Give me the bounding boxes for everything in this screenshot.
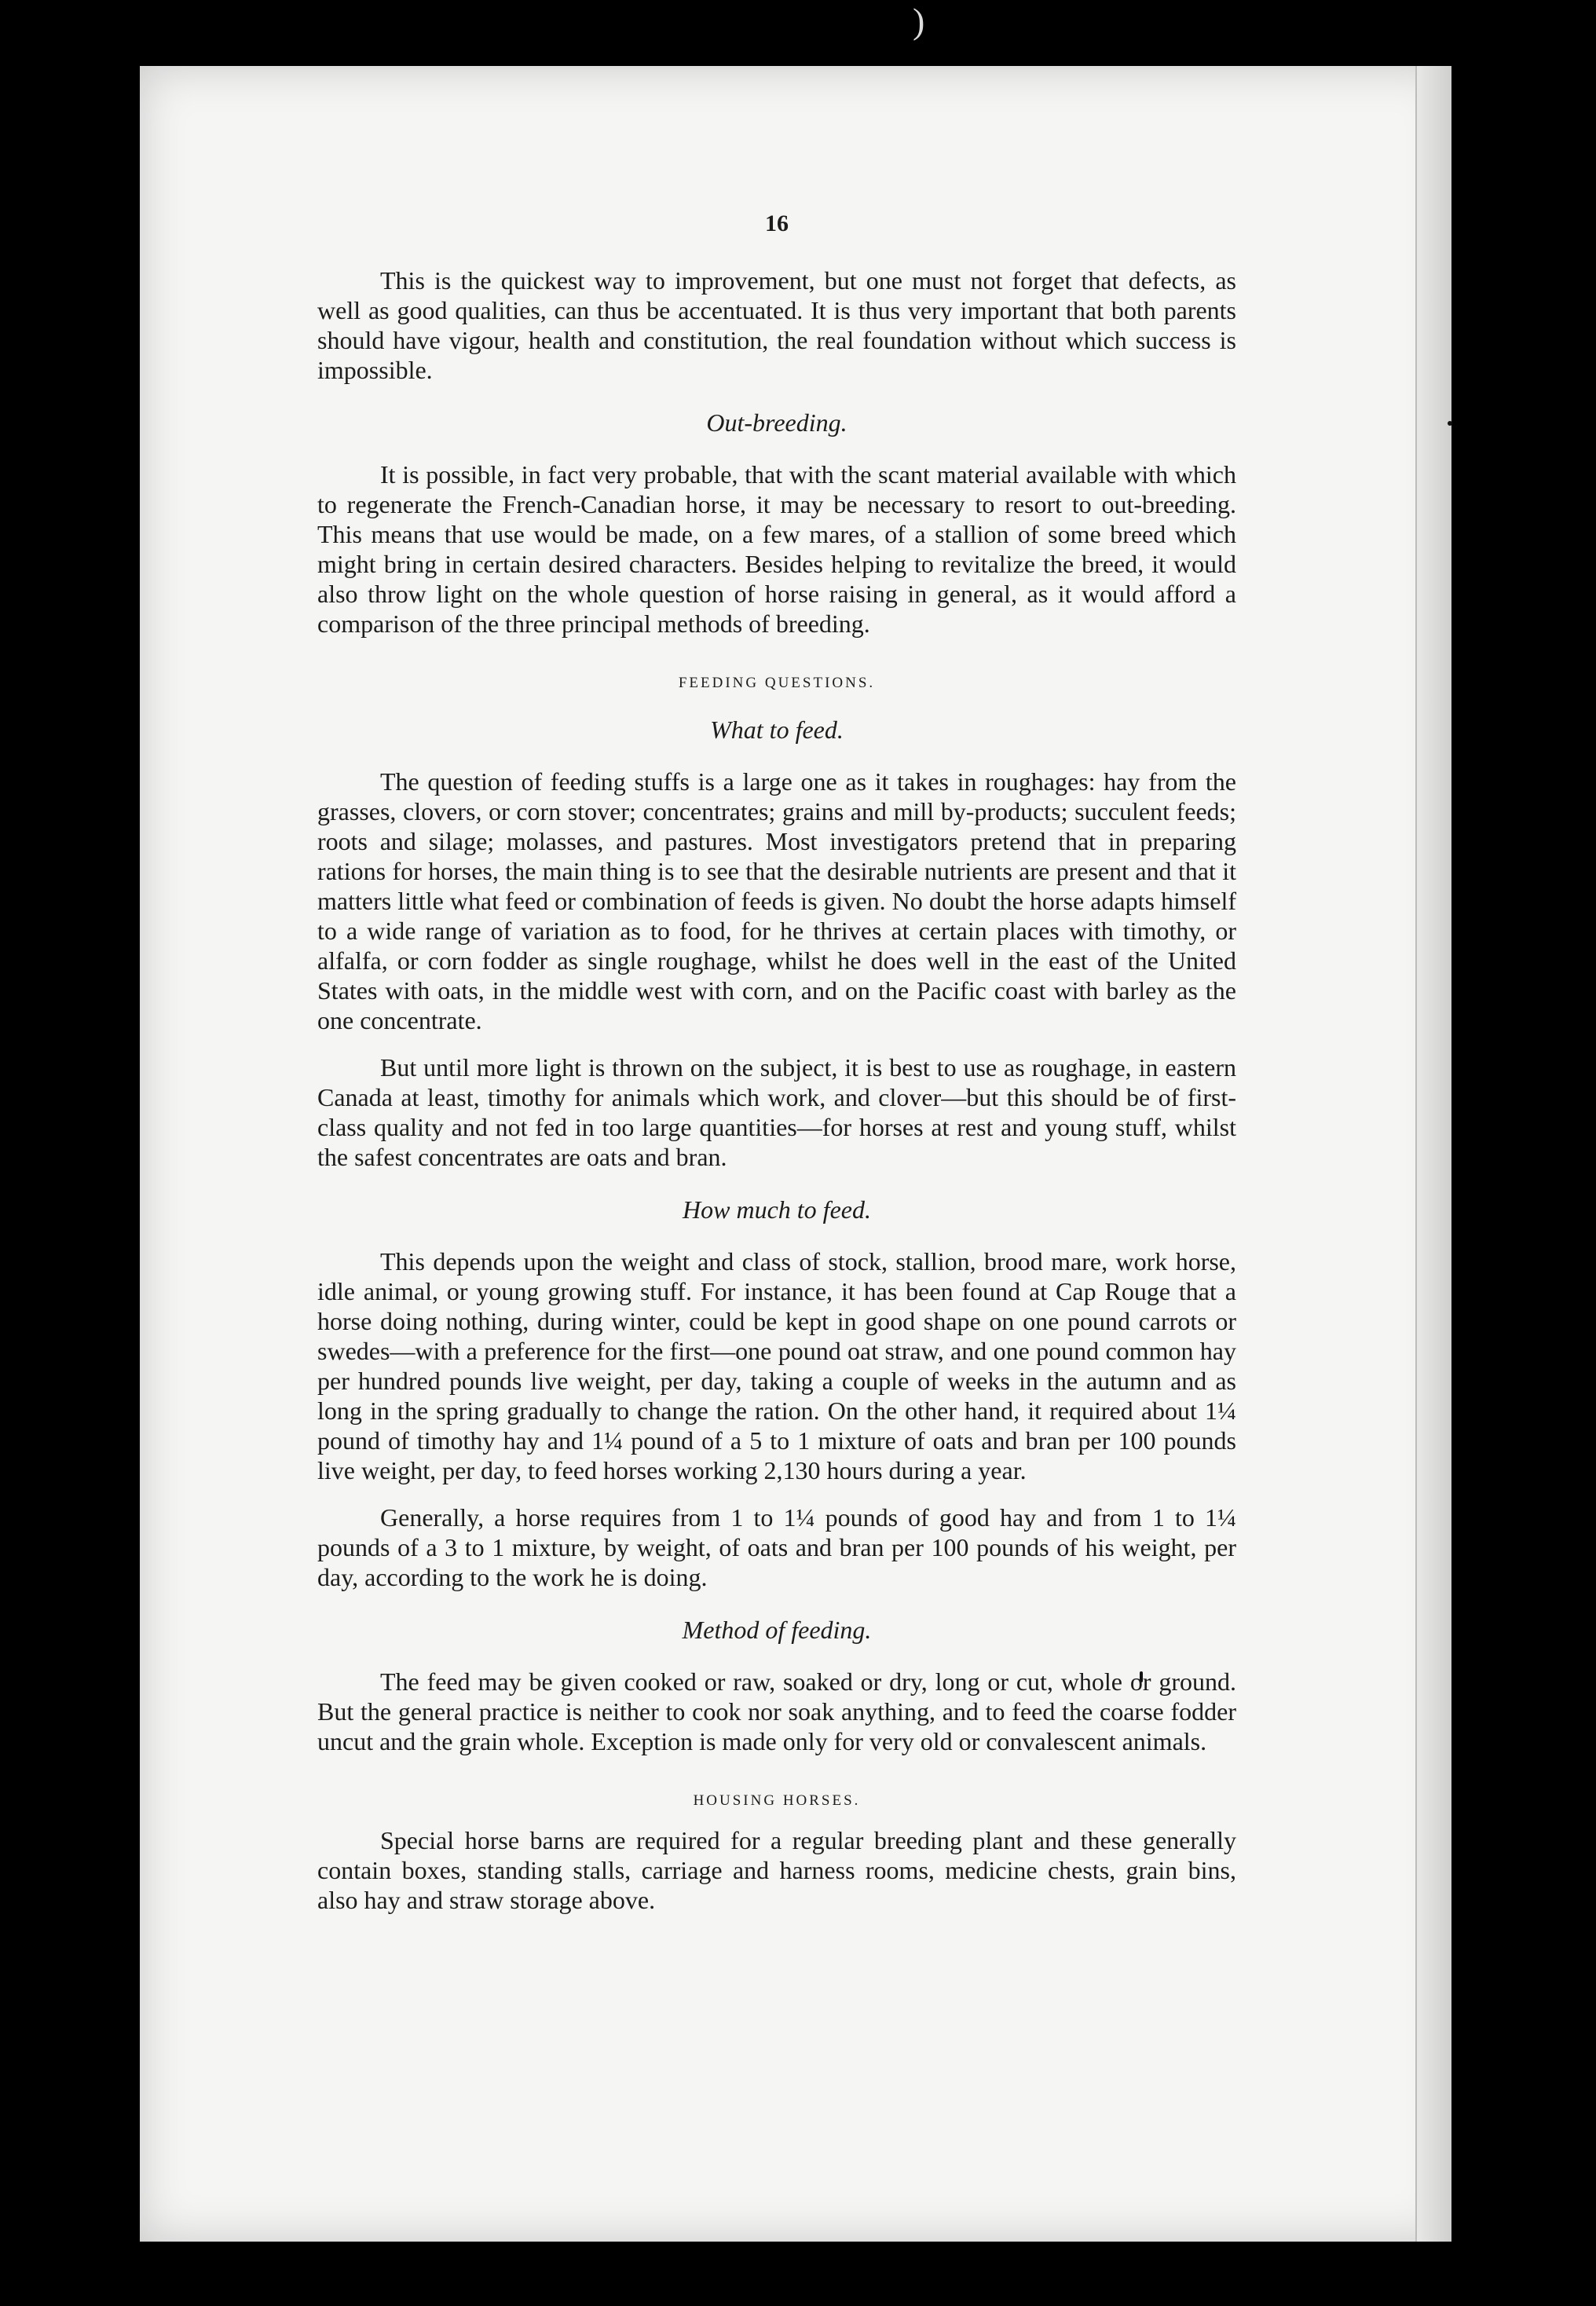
subhead-how-much-to-feed: How much to feed. (683, 1195, 871, 1224)
scan-speck (1448, 421, 1452, 426)
scan-artifact-mark: ) (913, 1, 925, 41)
section-feeding-questions: FEEDING QUESTIONS. (678, 675, 876, 691)
paragraph-weight-and-class: This depends upon the weight and class of stock, stallion, brood mare, work horse, idle animal, or young growing stuff. For instance, it has been found at Cap Rouge that a horse doing nothing, during winter, could be kept in good shape on one pound carrots or swedes—with a preference for the first—one pound oat straw, and one pound common hay per hundred pounds live weight, per day, taking a couple of weeks in the autumn and as long in the spring gradually to change the ration. On the other hand, it required about 1¼ pound of timothy hay and 1¼ pound of a 5 to 1 mixture of oats and bran per 100 pounds live weight, per day, to feed horses working 2,130 hours during a year. (317, 1247, 1236, 1484)
paragraph-roughage: But until more light is thrown on the subject, it is best to use as roughage, in eastern Canada at least, timothy for animals which work, and clover—but this should be of first-class quality and not fed in too large quantities—for horses at rest and young stuff, whilst the safest concentrates are oats and bran. (317, 1053, 1236, 1171)
section-housing-horses: HOUSING HORSES. (693, 1792, 861, 1809)
paragraph-method-of-feeding: The feed may be given cooked or raw, soaked or dry, long or cut, whole or ground. But the general practice is neither to cook nor soak anything, and to feed the coarse fodder uncut and the grain whole. Exception is made only for very old or convalescent animals. (317, 1667, 1236, 1755)
page-number: 16 (765, 210, 789, 236)
paragraph-horse-barns: Special horse barns are required for a regular breeding plant and these generally contain boxes, standing stalls, carriage and harness rooms, medicine chests, grain bins, also hay and straw storage above. (317, 1826, 1236, 1914)
paragraph-feeding-stuffs: The question of feeding stuffs is a large one as it takes in roughages: hay from the grasses, clovers, or corn stover; concentrates; grains and mill by-products; succulent feeds; roots and silage; molasses, and pastures. Most investigators pretend that in preparing rations for horses, the main thing is to see that the desirable nutrients are present and that it matters little what feed or combination of feeds is given. No doubt the horse adapts himself to a wide range of variation as to food, for he thrives at certain places with timothy, or alfalfa, or corn fodder as single roughage, whilst he does well in the east of the United States with oats, in the middle west with corn, and on the Pacific coast with barley as the one concentrate. (317, 767, 1236, 1034)
scanned-page (140, 66, 1451, 2242)
page-edge-shadow (1415, 66, 1451, 2242)
subhead-out-breeding: Out-breeding. (706, 408, 847, 437)
paragraph-out-breeding: It is possible, in fact very probable, that with the scant material available with which to regenerate the French-Canadian horse, it may be necessary to resort to out-breeding. This means that use would be made, on a few mares, of a stallion of some breed which might bring in certain desired characters. Besides helping to revitalize the breed, it would also throw light on the whole question of horse raising in general, as it would afford a comparison of the three principal methods of breeding. (317, 460, 1236, 638)
subhead-what-to-feed: What to feed. (710, 716, 844, 744)
paragraph-improvement: This is the quickest way to improvement, but one must not forget that defects, as well as good qualities, can thus be accentuated. It is thus very important that both parents should have vigour, health and constitution, the real foundation without which success is impossible. (317, 266, 1236, 384)
subhead-method-of-feeding: Method of feeding. (682, 1616, 872, 1644)
paragraph-generally: Generally, a horse requires from 1 to 1¼ pounds of good hay and from 1 to 1¼ pounds of a 3 to 1 mixture, by weight, of oats and bran per 100 pounds of his weight, per day, according to the work he is doing. (317, 1503, 1236, 1591)
page-content (317, 210, 1236, 1932)
